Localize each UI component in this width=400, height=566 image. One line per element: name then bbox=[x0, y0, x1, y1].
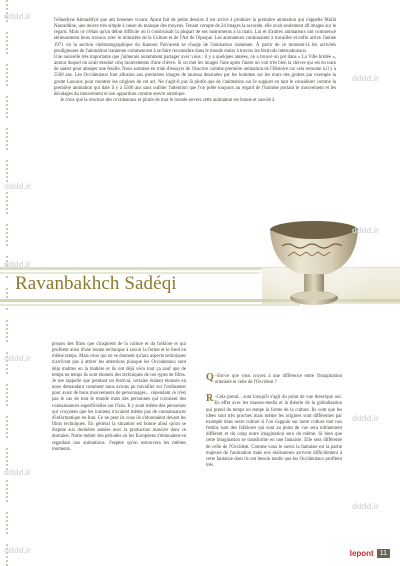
interview-question bbox=[206, 374, 342, 386]
page-number: 11 bbox=[377, 549, 390, 558]
question-lead-letter: Q bbox=[206, 372, 214, 383]
watermark: dddd.ir bbox=[352, 74, 380, 83]
magazine-brand: lepont bbox=[349, 549, 374, 558]
intro-paragraph: Je crois que la réaction des occidentaux et plutôt de tout le monde envers cette animation est bonne et suscité à bbox=[60, 98, 275, 104]
left-column-text bbox=[52, 342, 186, 453]
intro-paragraph: Une nouvelle très importante que j'aimerais notamment partager avec vous : il y a quelques années, on a trouvé un pot dans « La Ville brûlée », autour duquel on avait dessiné cinq mouvements d'une chèvre. Si on met les images l'une après l'autre on voit très bien la chèvre qui est en train de sauter pour attraper une feuille. Nous sommes en train d'essayer de l'inscrire comme première animation de l'Histoire car cela remonte à il y a 5500 ans. Les Occidentaux font allusion aux premières images de taureau dessinées par les hommes sur les murs des grottes par exemple la grotte Lascaux pour montrer les origines de cet art. Ne s'agit-il pas là plutôt que de l'animation sur le support en tant le considérer comme la première animation qui date il y a 5500 ans sans oublier l'attention que l'on prête toujours au regard de l'homme portant le mouvement et les décalages du mouvement et son apparition comme œuvre artistique. bbox=[54, 54, 336, 97]
watermark: dddd.ir bbox=[4, 260, 32, 269]
watermark: dddd.ir bbox=[352, 414, 380, 423]
question-text: –Est-ce que vous croyez à une différence entre l'imagination orientale et celle de l'Occident ? bbox=[214, 374, 342, 386]
watermark: dddd.ir bbox=[4, 12, 32, 21]
left-column-paragraph: propos des films que s'inspirent de la culture et du folklore et qui profitent ainsi d'une bonne technique à savoir la forme et le fond en même temps. Mais ceux qui ne se donnent qu'aux aspects techniques n'arrivent pas à attirer les attentions puisque les Occidentaux sont déjà maîtres en la matière et ils ont déjà vécu tout ça sauf que de temps en temps ils sont étonnés des techniques de ces types de films. Je me rappelle que pendant un festival, certains étaient étonnés en nous demandant comment nous avions pu travailler sur l'ordinateur pour avoir de bons mouvements de personnages... cependant ce n'est pas le cas de tout le monde mais des personnes qui n'avaient des connaissances superficielles sur l'Iran. Il y avait même des personnes qui croyaient que les iraniens n'avaient même pas de connaissances d'informatique en Iran. Ce ne peut ils vous ils s'étonnaient devant les films techniques. En général la situation est bonne ainsi qu'on se dispute aux dernières années avec la production massive dans ce domaine. Notre métier des périodes où les Européens s'étonnaient en regardant nos animations. J'espère qu'on retrouvera les mêmes moments. bbox=[52, 342, 186, 452]
answer-text: –Cela prend... sont lorsqu'il s'agit du point de vue théorique oui. En effet avec les masses-media et la théorie de la globalisation qui prend du temps on tempe la forme de la culture. Ils vont que les idées sont très proches mais même les origines sont différentes par exemple dans notre culture si l'on s'appuie sur notre culture tout nos festins sont des folklores qui sont au point de vue sera ultimement différent et du coup notre imagination sera du même. Si bien que cette imagination se transforme en une fantaisie. Elle sera différente de celle de l'Occident. Comme vous le savez la fantaisie est la partie majeure de l'animation mais nos réalisateurs arrivent difficilement à cette fantaisie dont ils ont besoin tandis que les Occidentaux profitent très bbox=[206, 395, 342, 469]
watermark: dddd.ir bbox=[4, 546, 32, 555]
intro-text bbox=[54, 18, 336, 104]
intro-paragraph: l'ellaedyne Ahmadifyd que atti hreemes vivant. Ayant fait de petits dessins il est arrivé à produire la première animation qui s'appelle Mollâ Nasraddine, une œuvre très simple à cause du manque des moyens. Tenant compte de 24 images la seconde, elle avait seulement 48 images sur le regard. Mais ce n'était qu'un début difficile où il construisait la plupart de ses instruments à la main. Lui et d'autres animateurs ont commencé sérieusement leurs travaux avec le ministère de la Culture et de l'Art de l'époque. Les animateurs continuaient à travailler et enfin arrive l'année 1971 où la section cinématographique du Kanoon Parvaresh se charge de l'animation iranienne. À partir de ce moment-là les activités prodigieuses de l'animation iranienne commencent à se faire reconnaître dans le monde entier à travers les festivals internationaux. bbox=[54, 18, 336, 54]
interview-column bbox=[206, 374, 342, 469]
ceramic-goblet-image bbox=[254, 202, 374, 320]
watermark: dddd.ir bbox=[352, 226, 380, 235]
watermark: dddd.ir bbox=[352, 502, 380, 511]
article-title: Ravanbakhch Sadéqi bbox=[15, 273, 177, 294]
watermark: dddd.ir bbox=[4, 354, 32, 363]
watermark: dddd.ir bbox=[4, 468, 32, 477]
interview-answer bbox=[206, 395, 342, 469]
page-footer bbox=[350, 549, 390, 558]
answer-lead-letter: R bbox=[206, 393, 214, 405]
watermark: dddd.ir bbox=[4, 182, 32, 191]
